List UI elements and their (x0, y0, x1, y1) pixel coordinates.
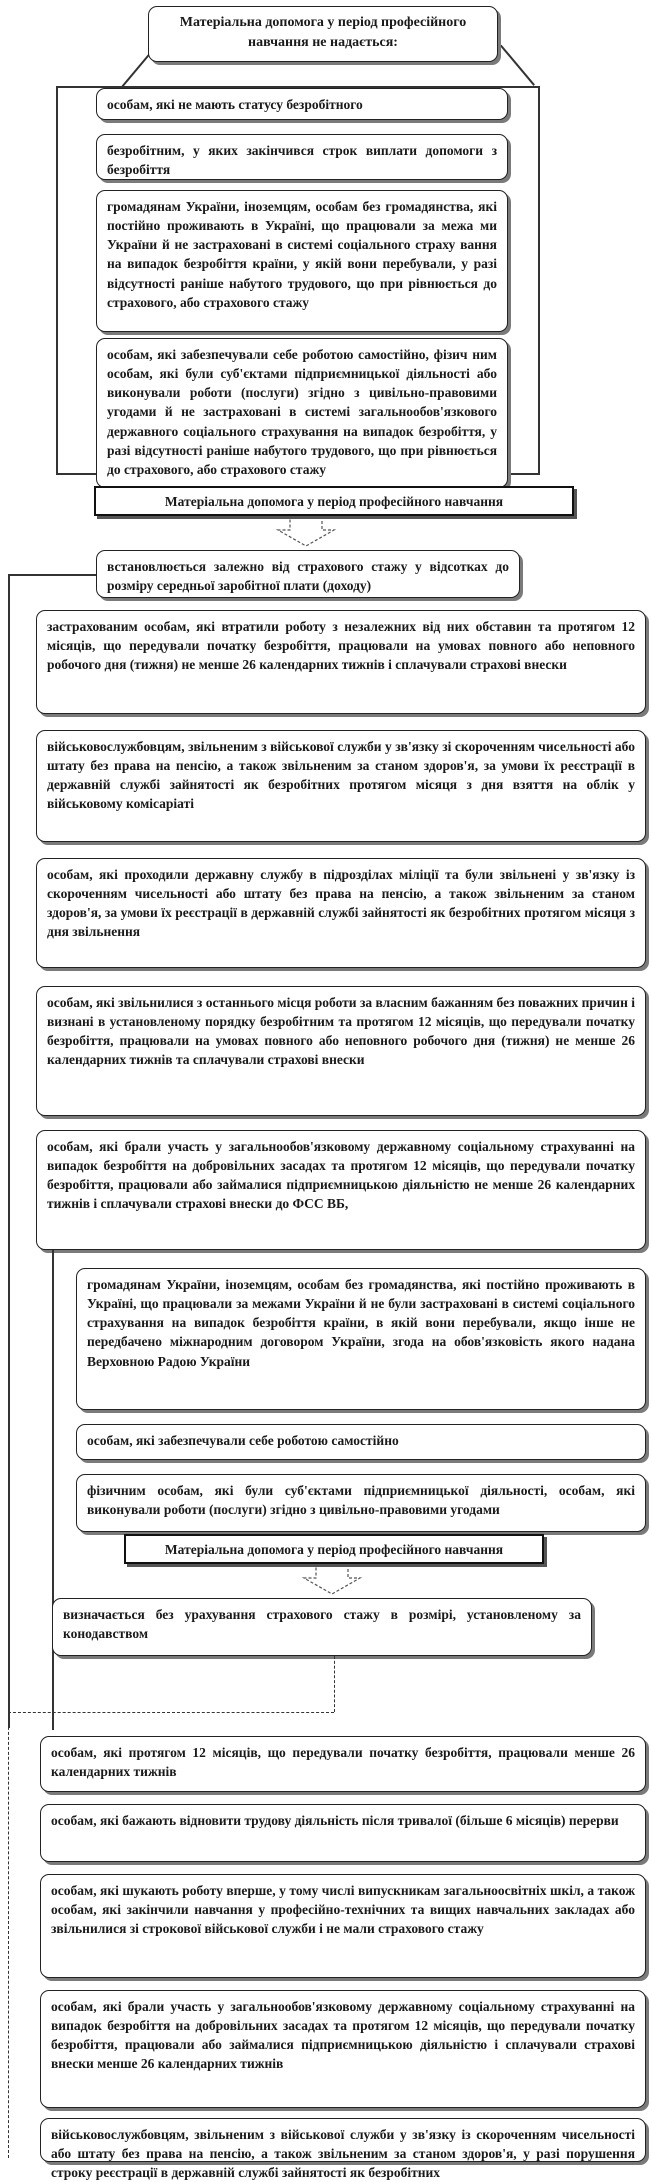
section3-summary: визначається без урахування страхового стажу в розмірі, установленому за конодавством (52, 1598, 592, 1656)
down-arrow-icon (302, 1566, 362, 1596)
section3-item: особам, які брали участь у загальнообов'язковому державному соціальному страхуванні на випадок безробіття на добровільних засадах та протягом 12 місяців, що передували початку безробіття, працювали або займалися підприємницькою діяльністю і сплачували страхові внески менше 26 календарних тижнів (40, 1990, 646, 2108)
section1-item: безробітним, у яких закінчився строк виплати допомоги з безробіття (96, 134, 508, 180)
section3-dashed-connector (334, 1656, 335, 1712)
section2-item: військовослужбовцям, звільненим з військової служби у зв'язку зі скороченням чисельності або штату без права на пенсію, а також звільненим за станом здоров'я, за умови їх реєстрації в державній службі зайнятості як безробітних протягом місяця з дня взяття на облік у військовому комісаріаті (36, 730, 646, 842)
section1-item: громадянам України, іноземцям, особам без громадянства, які постійно проживають в Україні, що працювали за межа ми України й не застраховані в системі соціального страху вання на випадок безробіття країни, у якій вони перебували, у разі відсутності раніше набутого трудового, що при рівнюється до страхового, або страхового стажу (96, 190, 508, 332)
section2-subitem: особам, які забезпечували себе роботою самостійно (76, 1424, 646, 1460)
section3-item: особам, які шукають роботу вперше, у тому числі випускникам загальноосвітніх шкіл, а також особам, які закінчили навчання у професійно-технічних та вищих навчальних закладах або звільнилися зі строкової військової служби і не мали страхового стажу (40, 1874, 646, 1978)
section2-item: особам, які проходили державну службу в підрозділах міліції та були звільнені у зв'язку із скороченням чисельності або штату без права на пенсію, а також звільненим за станом здоров'я, за умови їх реєстрації в державній службі зайнятості як безробітних протягом місяця з дня звільнення (36, 858, 646, 968)
section2-header: Матеріальна допомога у період професійного навчання (94, 486, 574, 516)
section1-item: особам, які забезпечували себе роботою самостійно, фізич ним особам, які були суб'єктами підприємницької діяльності або виконували роботи (послуги) згідно з цивільно-правовими угодами й не застраховані в системі загальнообов'язкового державного соціального страхування на випадок безробіття, у разі відсутності раніше набутого трудового, що при рівнюється до страхового, або страхового стажу (96, 338, 508, 488)
section2-summary: встановлюється залежно від страхового стажу у відсотках до розміру середньої заробітної плати (доходу) (96, 550, 520, 598)
section2-item: застрахованим особам, які втратили роботу з незалежних від них обставин та протягом 12 місяців, що передували початку безробіття, працювали на умовах повного або неповного робочого дня (тижня) не менше 26 календарних тижнів і сплачували страхові внески (36, 610, 646, 714)
section2-item: особам, які звільнилися з останнього місця роботи за власним бажанням без поважних причин і визнані в установленому порядку безробітним та протягом 12 місяців, що передували початку безробіття, працювали на умовах повного або неповного робочого дня (тижня) не менше 26 календарних тижнів та сплачували страхові внески (36, 986, 646, 1116)
section2-item: особам, які брали участь у загальнообов'язковому державному соціальному страхуванні на випадок безробіття на добровільних засадах та протягом 12 місяців, що передували початку безробіття, працювали або займалися підприємницькою діяльністю не менше 26 календарних тижнів і сплачували страхові внески до ФСС ВБ, (36, 1130, 646, 1250)
section3-header: Матеріальна допомога у період професійного навчання (124, 1534, 544, 1564)
section2-sub-connector (52, 1250, 54, 1730)
section3-item: особам, які бажають відновити трудову діяльність після тривалої (більше 6 місяців) перерви (40, 1804, 646, 1862)
down-arrow-icon (276, 518, 336, 548)
section2-left-connector (8, 574, 10, 1728)
section1-title: Матеріальна допомога у період професійного навчання не надається: (148, 6, 498, 62)
section2-subitem: фізичним особам, які були суб'єктами підприємницької діяльності, особам, які виконували роботи (послуги) згідно з цивільно-правовими угодами (76, 1474, 646, 1532)
section1-item: особам, які не мають статусу безробітного (96, 88, 508, 120)
section3-item: особам, які протягом 12 місяців, що передували початку безробіття, працювали менше 26 календарних тижнів (40, 1736, 646, 1792)
section3-item: військовослужбовцям, звільненим з військової служби у зв'язку із скороченням чисельності або штату без права на пенсію, а також звільненим за станом здоров'я, у разі порушення строку реєстрації в державній службі зайнятості як безробітних (40, 2118, 646, 2162)
section2-subitem: громадянам України, іноземцям, особам без громадянства, які постійно проживають в Україні, що працювали за межами України й не були застраховані в системі соціального страхування на випадок безробіття країни, в якій вони перебували, якщо інше не передбачено міжнародним договором України, згода на обов'язковість якого надана Верховною Радою України (76, 1268, 646, 1410)
